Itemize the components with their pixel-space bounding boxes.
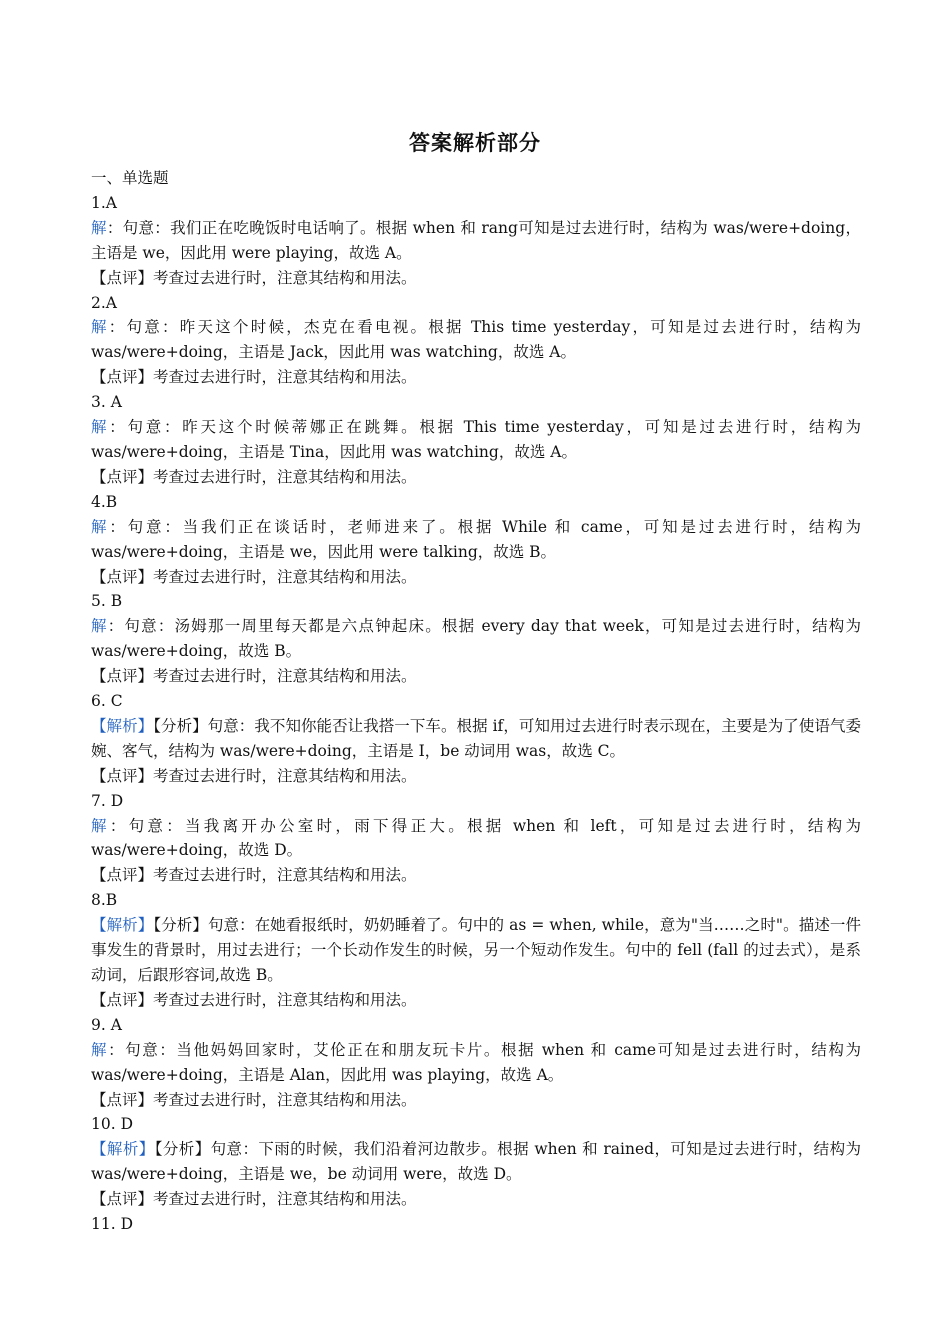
analysis-label: 解 [91,517,110,536]
answer-number: 1.A [91,193,117,212]
answer-number: 3. A [91,393,122,412]
comment-line: 【点评】考查过去进行时，注意其结构和用法。 [91,368,417,387]
answer-number: 5. B [91,592,123,611]
analysis-paragraph [91,714,861,764]
answer-item [91,490,861,590]
analysis-text: ：句意：汤姆那一周里每天都是六点钟起床。根据 every day that week，可知是过去进行时，结构为 was/were+doing，故选 B。 [91,617,861,661]
page-title: 答案解析部分 [409,130,541,155]
answer-item [91,1013,861,1113]
analysis-paragraph [91,415,861,465]
analysis-paragraph [91,216,861,266]
answer-number: 9. A [91,1015,122,1034]
analysis-text: ：句意：当我们正在谈话时，老师进来了。根据 While 和 came，可知是过去进行时，结构为 was/were+doing，主语是 we，因此用 were talking，故选 B。 [91,517,861,561]
comment-line: 【点评】考查过去进行时，注意其结构和用法。 [91,467,417,486]
analysis-text: ：句意：当我离开办公室时，雨下得正大。根据 when 和 left，可知是过去进行时，结构为 was/were+doing，故选 D。 [91,816,861,860]
analysis-label: 解 [91,318,109,337]
answer-item [91,291,861,391]
analysis-paragraph [91,315,861,365]
analysis-label: 【解析】 [91,1140,155,1159]
analysis-paragraph [91,614,861,664]
answer-number: 10. D [91,1115,134,1134]
section-heading: 一、单选题 [91,169,169,187]
analysis-paragraph [91,913,861,988]
comment-line: 【点评】考查过去进行时，注意其结构和用法。 [91,268,417,287]
analysis-text: 【分析】句意：下雨的时候，我们沿着河边散步。根据 when 和 rained，可知是过去进行时，结构为 was/were+doing，主语是 we，be 动词用 were，故选 D。 [91,1140,861,1184]
answer-item [91,888,861,1013]
comment-line: 【点评】考查过去进行时，注意其结构和用法。 [91,667,417,686]
answer-item [91,589,861,689]
analysis-text: 【分析】句意：我不知你能否让我搭一下车。根据 if，可知用过去进行时表示现在，主要是为了使语气委婉、客气，结构为 was/were+doing，主语是 I，be 动词用 was，故选 C。 [91,716,861,760]
analysis-paragraph [91,814,861,864]
comment-line: 【点评】考查过去进行时，注意其结构和用法。 [91,567,417,586]
answer-item [91,689,861,789]
answer-content [91,166,861,1237]
analysis-label: 解 [91,218,107,237]
analysis-label: 【解析】 [91,716,154,735]
answer-number: 6. C [91,692,123,711]
analysis-text: ：句意：我们正在吃晚饭时电话响了。根据 when 和 rang可知是过去进行时，结构为 was/were+doing，主语是 we，因此用 were playing，故选 A。 [91,218,861,262]
answer-number: 4.B [91,492,118,511]
analysis-text: ：句意：当他妈妈回家时，艾伦正在和朋友玩卡片。根据 when 和 came可知是过去进行时，结构为 was/were+doing，主语是 Alan，因此用 was playing，故选 A。 [91,1040,861,1084]
answer-number: 11. D [91,1215,134,1234]
comment-line: 【点评】考查过去进行时，注意其结构和用法。 [91,1090,417,1109]
answer-number: 2.A [91,293,117,312]
analysis-text: 【分析】句意：在她看报纸时，奶奶睡着了。句中的 as = when, while，意为"当……之时"。描述一件事发生的背景时，用过去进行；一个长动作发生的时候，另一个短动作发生。句中的 fell (fall 的过去式），是系动词，后跟形容词,故选 B。 [91,916,861,984]
analysis-paragraph [91,1137,861,1187]
comment-line: 【点评】考查过去进行时，注意其结构和用法。 [91,1190,417,1209]
comment-line: 【点评】考查过去进行时，注意其结构和用法。 [91,990,417,1009]
comment-line: 【点评】考查过去进行时，注意其结构和用法。 [91,866,417,885]
analysis-label: 【解析】 [91,916,154,935]
analysis-label: 解 [91,418,110,437]
answer-item [91,789,861,889]
comment-line: 【点评】考查过去进行时，注意其结构和用法。 [91,766,417,785]
analysis-paragraph [91,1038,861,1088]
analysis-text: ：句意：昨天这个时候蒂娜正在跳舞。根据 This time yesterday，可知是过去进行时，结构为 was/were+doing，主语是 Tina，因此用 was watching，故选 A。 [91,418,861,461]
analysis-label: 解 [91,1040,109,1059]
answer-number: 7. D [91,791,124,810]
analysis-paragraph [91,515,861,565]
answer-number: 8.B [91,891,118,910]
answer-item [91,1112,861,1212]
answer-item [91,191,861,291]
answer-item [91,390,861,490]
analysis-label: 解 [91,816,110,835]
analysis-label: 解 [91,617,108,636]
analysis-text: ：句意：昨天这个时候，杰克在看电视。根据 This time yesterday，可知是过去进行时，结构为 was/were+doing，主语是 Jack，因此用 was watching，故选 A。 [91,318,861,362]
